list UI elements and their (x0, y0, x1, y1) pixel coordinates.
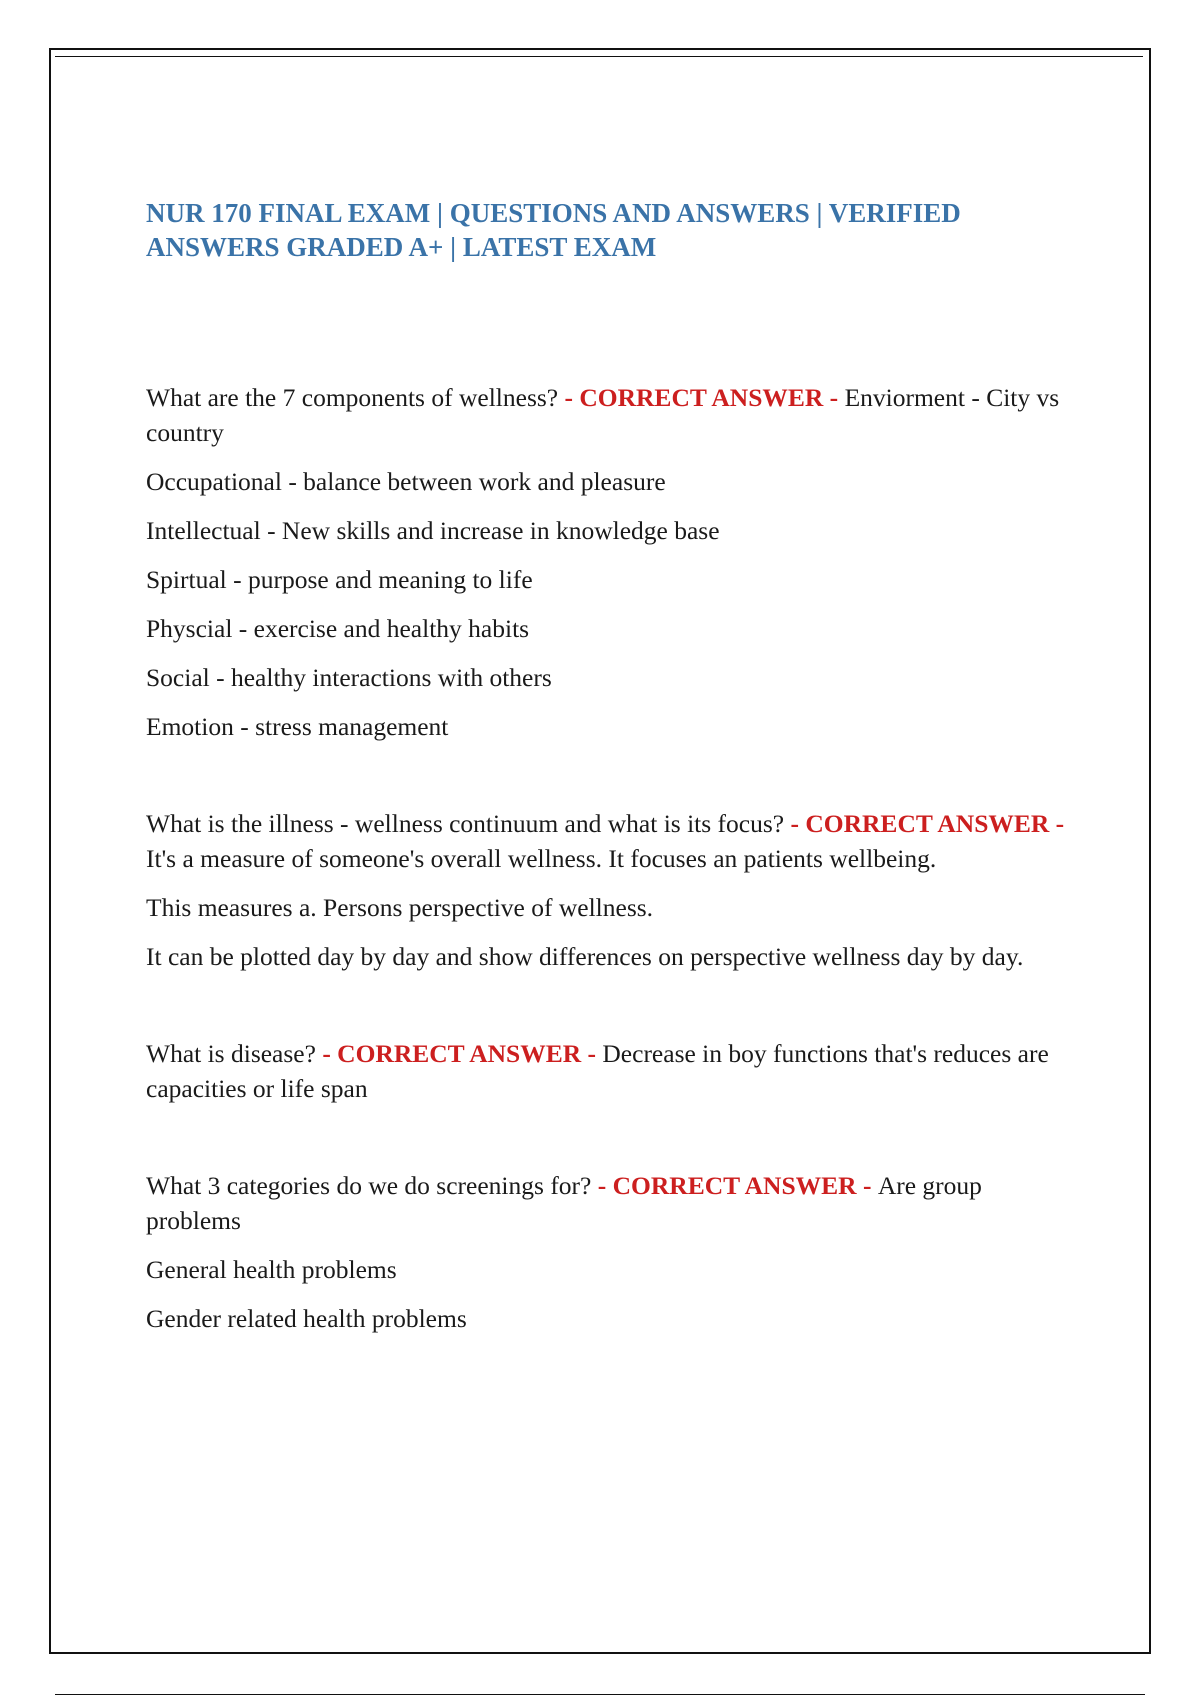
qa-item-1 (146, 380, 1066, 744)
qa-1-line-2: Intellectual - New skills and increase in knowledge base (146, 516, 720, 545)
bottom-rule (55, 1694, 1145, 1695)
qa-3-lead (146, 1036, 1066, 1106)
qa-4-lead (146, 1168, 1066, 1238)
top-rule (55, 56, 1143, 57)
qa-1-line-5: Social - healthy interactions with others (146, 663, 552, 692)
correct-answer-label: - CORRECT ANSWER - (315, 1039, 603, 1068)
qa-1-answer: Enviorment - City vs country (146, 383, 1060, 447)
qa-1-question: What are the 7 components of wellness? (146, 383, 559, 412)
qa-1-lead (146, 380, 1066, 450)
qa-item-4 (146, 1168, 1066, 1336)
qa-1-line-3: Spirtual - purpose and meaning to life (146, 565, 533, 594)
document-title: NUR 170 FINAL EXAM | QUESTIONS AND ANSWERS | VERIFIED ANSWERS GRADED A+ | LATEST EXAM (146, 198, 961, 262)
qa-item-2 (146, 806, 1066, 974)
qa-4-line-2: Gender related health problems (146, 1304, 467, 1333)
qa-4-line-1: General health problems (146, 1255, 397, 1284)
correct-answer-label: - CORRECT ANSWER - (558, 383, 845, 412)
qa-4-question: What 3 categories do we do screenings for? (146, 1171, 592, 1200)
qa-3-answer: Decrease in boy functions that's reduces are capacities or life span (146, 1039, 1049, 1103)
qa-2-line-1: This measures a. Persons perspective of wellness. (146, 893, 654, 922)
correct-answer-label: - CORRECT ANSWER - (591, 1171, 878, 1200)
document-body (146, 196, 1066, 1398)
qa-3-question: What is disease? (146, 1039, 316, 1068)
qa-2-question: What is the illness - wellness continuum and what is its focus? (146, 809, 785, 838)
qa-1-line-6: Emotion - stress management (146, 712, 449, 741)
qa-1-line-1: Occupational - balance between work and pleasure (146, 467, 666, 496)
qa-2-answer: It's a measure of someone's overall wellness. It focuses an patients wellbeing. (146, 844, 937, 873)
qa-2-lead (146, 806, 1066, 876)
correct-answer-label: - CORRECT ANSWER - (784, 809, 1065, 838)
qa-item-3 (146, 1036, 1066, 1106)
qa-1-line-4: Physcial - exercise and healthy habits (146, 614, 530, 643)
qa-4-answer: Are group problems (146, 1171, 982, 1235)
qa-2-line-2: It can be plotted day by day and show differences on perspective wellness day by day. (146, 942, 1024, 971)
